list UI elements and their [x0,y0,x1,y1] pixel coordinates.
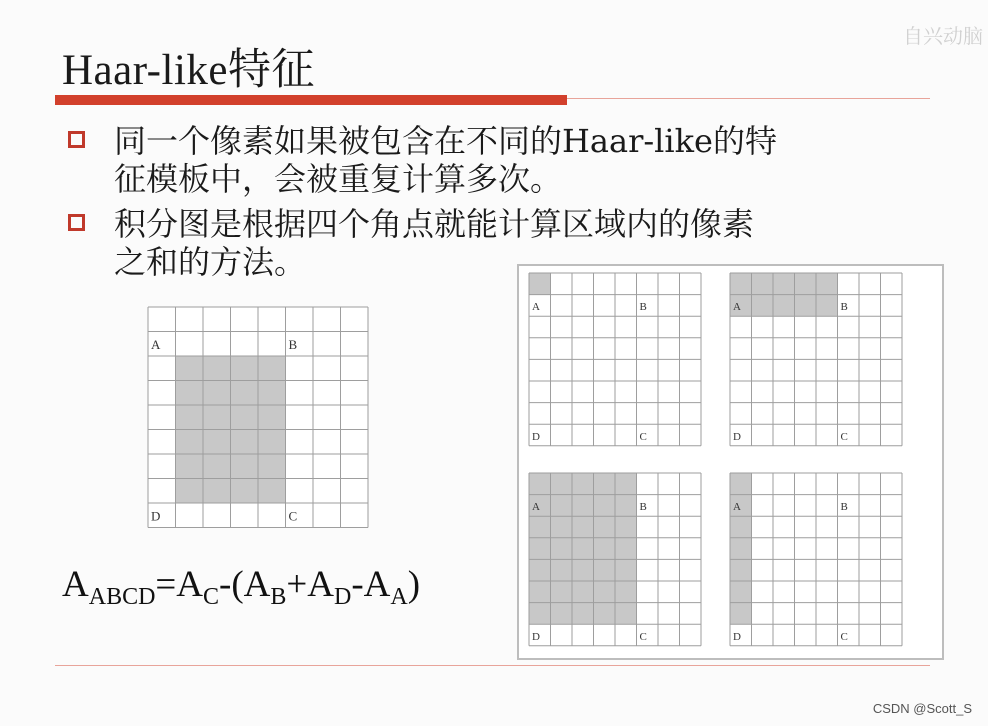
slide-title: Haar-like特征 [62,47,315,94]
corner-label-a: A [532,301,540,314]
grid-svg [528,472,702,647]
main-grid [147,306,369,533]
formula-eq: =A [155,564,204,605]
grid-svg [729,472,903,647]
corner-label-c: C [639,430,647,443]
grid-svg [528,272,702,447]
corner-label-c: C [288,508,298,524]
bottom-divider [55,665,930,666]
corner-label-d: D [151,508,161,524]
watermark: 自兴动脑 [903,24,983,48]
formula-plus: +A [286,564,335,605]
corner-label-d: D [532,430,540,443]
formula-sub-c: C [203,584,220,610]
corner-label-b: B [840,301,848,314]
formula-open: -(A [219,564,271,605]
bullet-1-text [114,122,777,198]
bullet-square-icon [68,131,85,148]
corner-label-a: A [151,337,161,353]
grid-svg [729,272,903,447]
corner-label-b: B [288,337,298,353]
shaded-region [529,273,551,295]
corner-label-a: A [733,301,741,314]
corner-label-d: D [733,430,741,443]
bullet-square-icon [68,214,85,231]
corner-label-c: C [840,630,848,643]
formula-sub-d: D [334,584,352,610]
corner-label-b: B [840,501,848,514]
grid-top-left [528,272,702,451]
bullet-1-line-2: 征模板中，会被重复计算多次。 [114,160,563,198]
title-divider [567,98,930,99]
formula-sub-abcd: ABCD [88,584,156,610]
corner-label-b: B [639,501,647,514]
shaded-region [529,473,637,624]
bullet-1 [68,122,777,198]
formula-a: A [62,564,89,605]
bullet-2-line-2: 之和的方法。 [114,243,307,281]
bullet-1-line-1: 同一个像素如果被包含在不同的Haar-like的特 [114,122,777,160]
corner-label-c: C [639,630,647,643]
formula-sub-b: B [270,584,287,610]
corner-label-d: D [733,630,741,643]
footer-credit: CSDN @Scott_S [872,701,972,716]
grid-bottom-right [729,472,903,651]
formula-sub-a: A [390,584,408,610]
corner-label-c: C [840,430,848,443]
integral-formula [62,563,420,611]
grid-svg [147,306,369,529]
corner-label-d: D [532,630,540,643]
grid-top-right [729,272,903,451]
bullet-2-line-1: 积分图是根据四个角点就能计算区域内的像素 [114,205,755,243]
corner-label-a: A [532,501,540,514]
corner-label-b: B [639,301,647,314]
corner-label-a: A [733,501,741,514]
title-accent-bar [55,95,567,105]
grid-bottom-left [528,472,702,651]
formula-minus: -A [351,564,391,605]
shaded-region [730,473,752,624]
formula-close: ) [407,564,421,605]
